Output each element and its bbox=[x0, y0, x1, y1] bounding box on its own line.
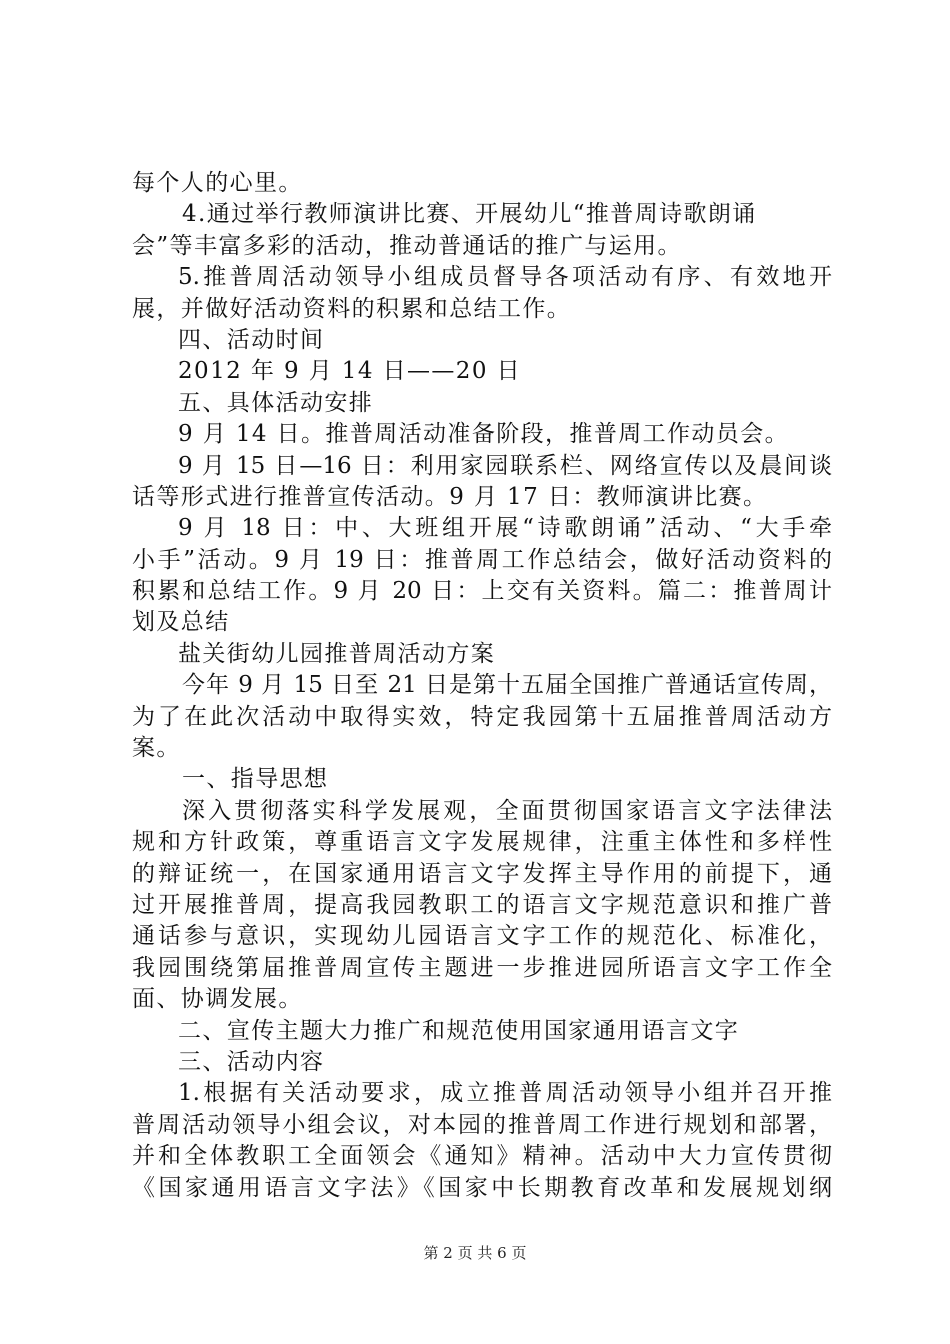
text-line: 5.推普周活动领导小组成员督导各项活动有序、有效地开 bbox=[178, 264, 832, 291]
text-line: 1.根据有关活动要求，成立推普周活动领导小组并召开推 bbox=[178, 1080, 832, 1107]
text-line: 规和方针政策，尊重语言文字发展规律，注重主体性和多样性 bbox=[132, 829, 832, 856]
text-line: 并和全体教职工全面领会《通知》精神。活动中大力宣传贯彻 bbox=[132, 1143, 832, 1170]
section-heading: 一、指导思想 bbox=[182, 766, 329, 793]
text-line: 通话参与意识，实现幼儿园语言文字工作的规范化、标准化， bbox=[132, 923, 832, 950]
text-line: 为了在此次活动中取得实效，特定我园第十五届推普周活动方 bbox=[132, 703, 832, 730]
text-line: 深入贯彻落实科学发展观，全面贯彻国家语言文字法律法 bbox=[182, 797, 832, 824]
text-line: 划及总结 bbox=[132, 609, 230, 636]
text-line: 积累和总结工作。9 月 20 日：上交有关资料。篇二：推普周计 bbox=[132, 578, 832, 605]
text-line: 展，并做好活动资料的积累和总结工作。 bbox=[132, 295, 572, 322]
text-line: 今年 9 月 15 日至 21 日是第十五届全国推广普通话宣传周， bbox=[182, 672, 832, 699]
text-line: 9 月 14 日。推普周活动准备阶段，推普周工作动员会。 bbox=[178, 421, 790, 448]
text-line: 普周活动领导小组会议，对本园的推普周工作进行规划和部署， bbox=[132, 1111, 832, 1138]
document-title: 盐关街幼儿园推普周活动方案 bbox=[178, 640, 496, 667]
page-number: 第 2 页 共 6 页 bbox=[423, 1244, 527, 1262]
text-line: 2012 年 9 月 14 日——20 日 bbox=[178, 358, 521, 385]
section-heading: 三、活动内容 bbox=[178, 1048, 325, 1075]
text-line: 会”等丰富多彩的活动，推动普通话的推广与运用。 bbox=[132, 232, 682, 259]
text-line: 小手”活动。9 月 19 日：推普周工作总结会，做好活动资料的 bbox=[132, 546, 832, 573]
section-heading: 五、具体活动安排 bbox=[178, 389, 374, 416]
document-body bbox=[132, 168, 832, 1204]
text-line: 话等形式进行推普宣传活动。9 月 17 日：教师演讲比赛。 bbox=[132, 483, 768, 510]
text-line: 我园围绕第届推普周宣传主题进一步推进园所语言文字工作全 bbox=[132, 954, 832, 981]
section-heading: 二、宣传主题大力推广和规范使用国家通用语言文字 bbox=[178, 1017, 740, 1044]
section-heading: 四、活动时间 bbox=[178, 326, 325, 353]
text-line: 《国家通用语言文字法》《国家中长期教育改革和发展规划纲 bbox=[132, 1174, 832, 1201]
text-line: 每个人的心里。 bbox=[132, 170, 303, 196]
text-line: 9 月 15 日—16 日：利用家园联系栏、网络宣传以及晨间谈 bbox=[178, 452, 832, 479]
text-line: 的辩证统一，在国家通用语言文字发挥主导作用的前提下，通 bbox=[132, 860, 832, 887]
text-line: 过开展推普周，提高我园教职工的语言文字规范意识和推广普 bbox=[132, 891, 832, 918]
text-line: 4.通过举行教师演讲比赛、开展幼儿“推普周诗歌朗诵 bbox=[182, 201, 757, 228]
text-line: 面、协调发展。 bbox=[132, 986, 303, 1013]
text-line: 9 月 18 日：中、大班组开展“诗歌朗诵”活动、“大手牵 bbox=[178, 515, 832, 542]
text-line: 案。 bbox=[132, 735, 181, 762]
